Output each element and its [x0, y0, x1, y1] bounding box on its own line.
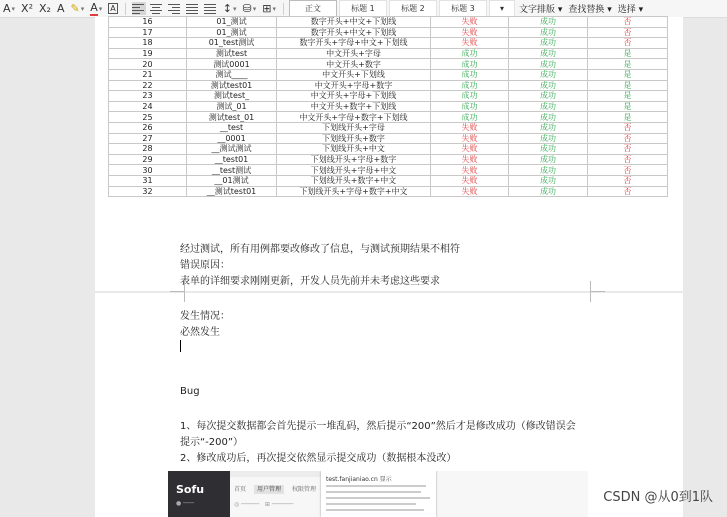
screenshot-tabs: 首页 用户管理 权限管理	[234, 486, 317, 493]
result-cell: 失败	[431, 17, 509, 28]
table-row	[109, 175, 668, 186]
input-value-cell: __0001	[187, 133, 277, 144]
result-cell: 成功	[509, 186, 588, 197]
description-cell: 下划线开头+字母+数字+中文	[277, 186, 431, 197]
margin-corner-mark	[170, 291, 185, 302]
clear-format-button[interactable]: A	[56, 2, 65, 15]
result-cell: 成功	[509, 175, 588, 186]
input-value-cell: __01测试	[187, 175, 277, 186]
input-value-cell: __test	[187, 122, 277, 133]
popup-garbled-line	[326, 509, 424, 511]
bug-item-1-cont: 提示“-200”）	[180, 437, 244, 448]
row-number-cell: 26	[109, 122, 187, 133]
row-number-cell: 29	[109, 154, 187, 165]
match-cell: 否	[588, 122, 668, 133]
text-cursor	[180, 340, 181, 352]
popup-title: test.fanjianiao.cn 显示	[326, 476, 392, 483]
document-page-2	[95, 293, 683, 517]
description-cell: 中文开头+字母+数字+下划线	[277, 112, 431, 123]
table-row	[109, 91, 668, 102]
description-cell: 下划线开头+字母+中文	[277, 165, 431, 176]
screenshot-breadcrumb: ◎ ───── ⊞ ──────	[234, 501, 294, 508]
highlight-button[interactable]: ✎ ▾	[70, 2, 85, 15]
description-cell: 中文开头+字母+数字	[277, 80, 431, 91]
style-gallery-more[interactable]: ▾	[489, 0, 515, 17]
text-color-button[interactable]: A ▾	[90, 1, 103, 14]
table-row	[109, 38, 668, 49]
match-cell: 否	[588, 186, 668, 197]
match-cell: 否	[588, 133, 668, 144]
match-cell: 是	[588, 69, 668, 80]
table-row	[109, 144, 668, 155]
result-cell: 成功	[431, 101, 509, 112]
result-cell: 失败	[431, 186, 509, 197]
popup-garbled-line	[326, 491, 421, 493]
char-border-button[interactable]: A	[110, 4, 116, 13]
row-number-cell: 17	[109, 27, 187, 38]
screenshot-alert-popup	[321, 471, 436, 517]
description-cell: 中文开头+数字+下划线	[277, 101, 431, 112]
match-cell: 否	[588, 27, 668, 38]
embedded-screenshot	[168, 471, 588, 517]
input-value-cell: 01_test测试	[187, 38, 277, 49]
result-cell: 失败	[431, 175, 509, 186]
input-value-cell: 测试0001	[187, 59, 277, 70]
table-row	[109, 69, 668, 80]
input-value-cell: 测试____	[187, 69, 277, 80]
table-row	[109, 186, 668, 197]
bug-item-1: 1、每次提交数据都会首先提示一堆乱码，然后提示“200”然后才是修改成功（修改错误会	[180, 421, 576, 432]
subscript-button[interactable]: X₂	[39, 2, 51, 15]
document-page	[95, 17, 683, 291]
description-cell: 下划线开头+数字	[277, 133, 431, 144]
result-cell: 成功	[509, 154, 588, 165]
row-number-cell: 24	[109, 101, 187, 112]
description-cell: 中文开头+字母+下划线	[277, 91, 431, 102]
match-cell: 是	[588, 91, 668, 102]
style-heading-2[interactable]: 标题 2	[389, 0, 437, 17]
input-value-cell: 测试test_01	[187, 112, 277, 123]
result-cell: 成功	[431, 69, 509, 80]
error-cause-label: 错误原因：	[180, 260, 230, 271]
result-cell: 成功	[431, 91, 509, 102]
description-cell: 下划线开头+字母	[277, 122, 431, 133]
match-cell: 否	[588, 175, 668, 186]
table-row	[109, 112, 668, 123]
popup-garbled-line	[326, 497, 430, 499]
row-number-cell: 23	[109, 91, 187, 102]
description-cell: 中文开头+字母	[277, 48, 431, 59]
result-cell: 成功	[509, 112, 588, 123]
result-cell: 成功	[509, 144, 588, 155]
row-number-cell: 18	[109, 38, 187, 49]
border-icon[interactable]: ⊞ ▾	[262, 2, 276, 15]
align-right-icon[interactable]	[168, 2, 182, 15]
match-cell: 否	[588, 17, 668, 28]
table-row	[109, 122, 668, 133]
input-value-cell: __测试测试	[187, 144, 277, 155]
find-replace-button[interactable]: 查找替换 ▾	[568, 5, 612, 15]
input-value-cell: 测试test_	[187, 91, 277, 102]
row-number-cell: 19	[109, 48, 187, 59]
result-cell: 失败	[431, 165, 509, 176]
match-cell: 否	[588, 154, 668, 165]
line-spacing-icon[interactable]: ↕ ▾	[222, 2, 237, 15]
style-normal[interactable]: 正文	[289, 0, 337, 17]
match-cell: 是	[588, 59, 668, 70]
match-cell: 是	[588, 112, 668, 123]
result-cell: 失败	[431, 27, 509, 38]
table-row	[109, 59, 668, 70]
table-row	[109, 101, 668, 112]
row-number-cell: 30	[109, 165, 187, 176]
sofu-logo: Sofu	[176, 483, 205, 496]
table-row	[109, 17, 668, 28]
align-center-icon[interactable]	[150, 2, 164, 15]
watermark: CSDN @从0到1队	[603, 490, 713, 505]
result-cell: 成功	[431, 59, 509, 70]
result-cell: 成功	[509, 101, 588, 112]
sidebar-subtext: ● ───	[176, 500, 194, 507]
description-cell: 下划线开头+字母+数字	[277, 154, 431, 165]
superscript-button[interactable]: X²	[21, 2, 33, 15]
input-value-cell: 01_测试	[187, 17, 277, 28]
row-number-cell: 21	[109, 69, 187, 80]
result-cell: 失败	[431, 133, 509, 144]
description-cell: 数字开头+中文+下划线	[277, 17, 431, 28]
description-cell: 中文开头+数字	[277, 59, 431, 70]
input-value-cell: 01_测试	[187, 27, 277, 38]
shading-icon[interactable]: ⛁ ▾	[242, 2, 257, 15]
table-row	[109, 27, 668, 38]
table-row	[109, 133, 668, 144]
result-cell: 成功	[431, 112, 509, 123]
match-cell: 是	[588, 101, 668, 112]
result-cell: 成功	[431, 80, 509, 91]
row-number-cell: 22	[109, 80, 187, 91]
input-value-cell: __test01	[187, 154, 277, 165]
popup-garbled-line	[326, 503, 416, 505]
result-cell: 成功	[509, 133, 588, 144]
input-value-cell: __test测试	[187, 165, 277, 176]
style-heading-3[interactable]: 标题 3	[439, 0, 487, 17]
result-cell: 成功	[509, 59, 588, 70]
result-cell: 失败	[431, 144, 509, 155]
row-number-cell: 20	[109, 59, 187, 70]
table-row	[109, 48, 668, 59]
match-cell: 是	[588, 48, 668, 59]
match-cell: 否	[588, 38, 668, 49]
result-cell: 失败	[431, 122, 509, 133]
row-number-cell: 28	[109, 144, 187, 155]
result-cell: 成功	[509, 80, 588, 91]
occurrence-text: 必然发生	[180, 327, 220, 338]
result-cell: 失败	[431, 38, 509, 49]
description-cell: 下划线开头+中文	[277, 144, 431, 155]
error-cause-text: 表单的详细要求刚刚更新，开发人员先前并未考虑这些要求	[180, 276, 440, 287]
table-row	[109, 80, 668, 91]
match-cell: 否	[588, 165, 668, 176]
bug-heading: Bug	[180, 386, 200, 397]
screenshot-sidebar	[168, 471, 230, 517]
result-cell: 成功	[509, 69, 588, 80]
justify-icon[interactable]	[186, 2, 200, 15]
result-cell: 成功	[509, 38, 588, 49]
row-number-cell: 25	[109, 112, 187, 123]
row-number-cell: 27	[109, 133, 187, 144]
margin-corner-mark	[590, 291, 605, 302]
result-cell: 成功	[509, 17, 588, 28]
description-cell: 下划线开头+数字+中文	[277, 175, 431, 186]
row-number-cell: 32	[109, 186, 187, 197]
bug-item-2: 2、修改成功后，再次提交依然显示提交成功（数据根本没改）	[180, 453, 457, 464]
input-value-cell: __测试test01	[187, 186, 277, 197]
table-row	[109, 154, 668, 165]
input-value-cell: 测试test	[187, 48, 277, 59]
description-cell: 中文开头+下划线	[277, 69, 431, 80]
match-cell: 否	[588, 144, 668, 155]
match-cell: 是	[588, 80, 668, 91]
occurrence-label: 发生情况：	[180, 311, 230, 322]
description-cell: 数字开头+字母+中文+下划线	[277, 38, 431, 49]
result-cell: 成功	[509, 48, 588, 59]
test-case-table	[108, 16, 668, 197]
align-left-icon[interactable]	[132, 2, 146, 15]
result-cell: 成功	[509, 91, 588, 102]
table-row	[109, 165, 668, 176]
text-layout-button[interactable]: 文字排版 ▾	[518, 5, 563, 15]
style-heading-1[interactable]: 标题 1	[339, 0, 387, 17]
result-paragraph: 经过测试，所有用例都要改修改了信息，与测试预期结果不相符	[180, 244, 460, 255]
select-button[interactable]: 选择 ▾	[617, 5, 644, 15]
result-cell: 失败	[431, 154, 509, 165]
description-cell: 数字开头+中文+下划线	[277, 27, 431, 38]
input-value-cell: 测试test01	[187, 80, 277, 91]
popup-garbled-line	[326, 485, 426, 487]
distribute-icon[interactable]	[204, 2, 218, 15]
result-cell: 成功	[509, 122, 588, 133]
font-color-button[interactable]: A ▾	[3, 2, 16, 15]
input-value-cell: 测试_01	[187, 101, 277, 112]
row-number-cell: 31	[109, 175, 187, 186]
result-cell: 成功	[431, 48, 509, 59]
result-cell: 成功	[509, 27, 588, 38]
row-number-cell: 16	[109, 17, 187, 28]
result-cell: 成功	[509, 165, 588, 176]
